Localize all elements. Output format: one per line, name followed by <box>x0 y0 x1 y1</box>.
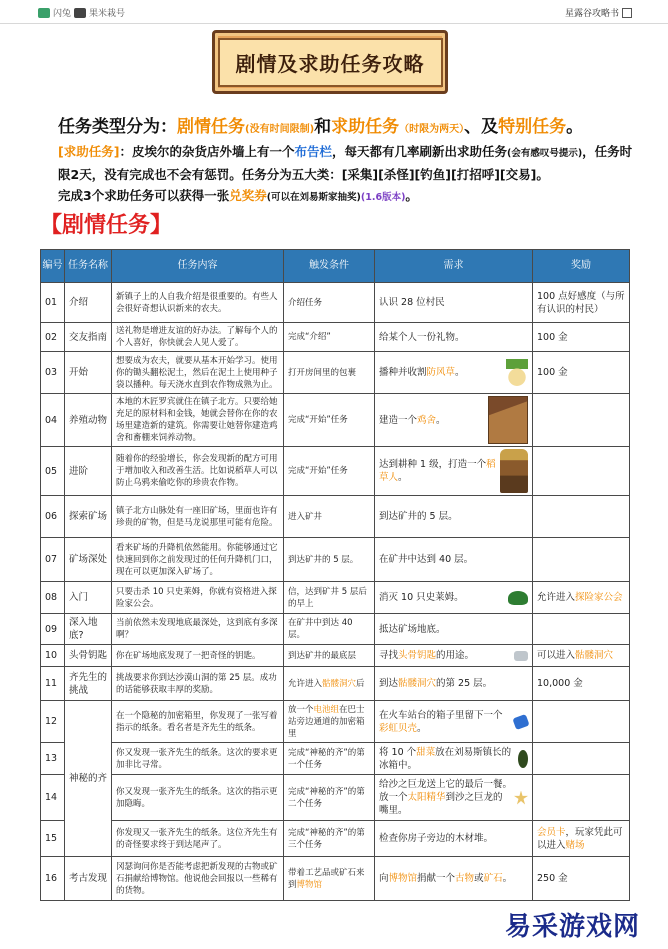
brand-logo-icon <box>38 8 50 18</box>
quest-no: 16 <box>41 857 65 901</box>
quest-trigger: 完成“神秘的齐”的第二个任务 <box>284 775 375 821</box>
quest-name: 齐先生的挑战 <box>65 667 112 701</box>
quest-trigger <box>284 701 375 743</box>
quest-content: 挑战要求你到达沙漠山洞的第 25 层。成功的话能够获取丰厚的奖励。 <box>112 667 284 701</box>
coop-building-icon <box>488 396 528 444</box>
quest-requirement <box>375 447 533 496</box>
quest-reward <box>533 743 630 775</box>
reward-highlight: 探险家公会 <box>575 592 623 603</box>
quest-trigger: 完成“神秘的齐”的第一个任务 <box>284 743 375 775</box>
table-row <box>41 582 630 614</box>
table-row <box>41 857 630 901</box>
title-banner <box>212 30 448 94</box>
trigger-end: 后 <box>356 678 365 689</box>
beet-icon <box>518 750 528 768</box>
intro-line-1 <box>58 112 583 137</box>
quest-name: 探索矿场 <box>65 496 112 538</box>
reward-text: ，玩家凭此可以进入 <box>537 826 623 851</box>
quest-reward <box>533 775 630 821</box>
quest-requirement <box>375 701 533 743</box>
quest-no: 02 <box>41 323 65 352</box>
req-text: 在火车站台的箱子里留下一个 <box>379 709 503 721</box>
trigger-text: 放一个 <box>288 704 314 715</box>
quest-trigger: 完成“神秘的齐”的第三个任务 <box>284 821 375 857</box>
quest-content: 你在矿场地底发现了一把奇怪的钥匙。 <box>112 645 284 667</box>
quest-requirement <box>375 743 533 775</box>
quest-trigger: 介绍任务 <box>284 283 375 323</box>
req-text: 寻找 <box>379 650 399 661</box>
brand-name: 闪兔 <box>53 9 72 19</box>
quest-content: 冈瑟询问你是否能考虑把新发现的古物或矿石捐献给博物馆。他说他会回报以一些稀有的货物。 <box>112 857 284 901</box>
quest-content: 本地的木匠罗宾就住在镇子北方。只要给她充足的原材料和金钱，她就会替你在你的农场里建造新的建筑。你需要让她替你建造鸡舍和畜棚来饲养动物。 <box>112 394 284 447</box>
quest-table <box>40 249 630 901</box>
quest-content: 想要成为农夫，就要从基本开始学习。使用你的锄头翻松泥土，然后在泥土上使用种子袋以播种。每天浇水直到农作物成熟为止。 <box>112 352 284 394</box>
banner-title: 剧情及求助任务攻略 <box>218 38 443 87</box>
intro-period: 。 <box>566 117 584 137</box>
req-end: 的第 25 层。 <box>436 678 493 689</box>
reward-text: 允许进入 <box>537 592 576 603</box>
quest-trigger: 打开房间里的包裹 <box>284 352 375 394</box>
quest-content: 在一个隐秘的加密箱里，你发现了一张写着指示的纸条。看名者是齐先生的纸条。 <box>112 701 284 743</box>
req-text: 到达 <box>379 678 399 689</box>
site-watermark: 易采游戏网 <box>504 912 640 942</box>
quest-no: 12 <box>41 701 65 743</box>
voucher-note: (可以在刘易斯家抽奖) <box>266 192 361 203</box>
top-bar <box>0 0 668 24</box>
table-row <box>41 538 630 582</box>
quest-no: 11 <box>41 667 65 701</box>
intro-prefix: 任务类型分为： <box>58 117 177 137</box>
quest-requirement: 抵达矿场地底。 <box>375 614 533 645</box>
quest-no: 15 <box>41 821 65 857</box>
quest-name: 入门 <box>65 582 112 614</box>
reward-highlight: 骷髅洞穴 <box>575 650 614 661</box>
quest-reward: 250 金 <box>533 857 630 901</box>
req-end: 。 <box>455 367 465 378</box>
quest-reward: 10,000 金 <box>533 667 630 701</box>
quest-content: 随着你的经验增长，你会发现新的配方可用于增加收入和改善生活。比如说稻草人可以防止乌鸦来偷吃你的珍贵农作物。 <box>112 447 284 496</box>
quest-trigger: 在矿井中到达 40 层。 <box>284 614 375 645</box>
quest-reward <box>533 614 630 645</box>
quest-no: 03 <box>41 352 65 394</box>
req-highlight: 鸡舍 <box>417 414 437 426</box>
header-name: 任务名称 <box>65 250 112 283</box>
quest-name: 深入地底? <box>65 614 112 645</box>
quest-no: 04 <box>41 394 65 447</box>
req-end: 。 <box>417 722 427 734</box>
quest-trigger: 到达矿井的最底层 <box>284 645 375 667</box>
quest-name: 养殖动物 <box>65 394 112 447</box>
table-row <box>41 323 630 352</box>
table-row <box>41 394 630 447</box>
req-highlight-2: 古物 <box>455 873 475 884</box>
trigger-highlight: 博物馆 <box>296 879 323 890</box>
quest-content: 只要击杀 10 只史莱姆，你就有资格进入探险家公会。 <box>112 582 284 614</box>
reward-highlight: 会员卡 <box>537 826 566 838</box>
quest-content: 镇子北方山脉处有一座旧矿场，里面也许有珍贵的矿物，但是马龙说那里可能有危险。 <box>112 496 284 538</box>
req-text: 给沙之巨龙送上它的最后一餐。放一个 <box>379 779 513 803</box>
quest-content: 你又发现一张齐先生的纸条。这次的指示更加隐晦。 <box>112 775 284 821</box>
req-text: 消灭 10 只史莱姆。 <box>379 592 464 603</box>
quest-trigger: 信，达到矿井 5 层后的早上 <box>284 582 375 614</box>
solar-essence-icon <box>514 791 528 805</box>
intro-p3: ，任务时限2天，没有完成也不会有惩罚。任务分为五大类：[采集][杀怪][钓鱼][打招呼][交易]。 <box>58 144 633 182</box>
quest-trigger: 完成“开始”任务 <box>284 394 375 447</box>
intro-p2: ，每天都有几率刷新出求助任务 <box>331 144 507 159</box>
quest-no: 14 <box>41 775 65 821</box>
version-note: (1.6版本) <box>360 192 406 203</box>
help-quest-label: 求助任务 <box>331 117 400 137</box>
header-no: 编号 <box>41 250 65 283</box>
help-quest-note: （时限为两天） <box>399 124 465 135</box>
quest-requirement <box>375 394 533 447</box>
header-reward: 奖励 <box>533 250 630 283</box>
quest-reward <box>533 821 630 857</box>
req-text: 将 10 个 <box>379 746 417 758</box>
quest-requirement: 到达矿井的 5 层。 <box>375 496 533 538</box>
quest-name: 开始 <box>65 352 112 394</box>
table-row <box>41 283 630 323</box>
req-highlight: 稻草人 <box>379 459 496 483</box>
quest-trigger: 进入矿井 <box>284 496 375 538</box>
quest-no: 07 <box>41 538 65 582</box>
intro-paragraph <box>58 141 638 208</box>
intro-p4: 完成3个求助任务可以获得一张 <box>58 188 230 203</box>
intro-p1: ：皮埃尔的杂货店外墙上有一个 <box>119 144 295 159</box>
quest-name: 矿场深处 <box>65 538 112 582</box>
header-requirement: 需求 <box>375 250 533 283</box>
req-end: 。 <box>398 472 408 483</box>
quest-content: 当前依然未发现地底最深处，这到底有多深啊？ <box>112 614 284 645</box>
guide-title: 星露谷攻略书 <box>564 9 619 19</box>
reward-text: 可以进入 <box>537 650 576 661</box>
req-highlight: 太阳精华 <box>407 792 446 803</box>
quest-requirement <box>375 857 533 901</box>
quest-requirement: 给某个人一份礼物。 <box>375 323 533 352</box>
table-row <box>41 701 630 743</box>
scarecrow-icon <box>500 449 528 493</box>
quest-trigger <box>284 857 375 901</box>
intro-and: 和 <box>314 117 332 137</box>
trigger-text: 允许进入 <box>288 678 323 689</box>
quest-reward <box>533 645 630 667</box>
req-highlight: 甜菜 <box>416 746 436 758</box>
help-quest-tag: [求助任务] <box>58 144 120 159</box>
quest-no: 09 <box>41 614 65 645</box>
reward-highlight-2: 赌场 <box>565 839 585 851</box>
quest-reward: 100 点好感度（与所有认识的村民） <box>533 283 630 323</box>
quest-name: 考古发现 <box>65 857 112 901</box>
quest-trigger: 完成“开始”任务 <box>284 447 375 496</box>
req-highlight: 骷髅洞穴 <box>398 678 437 689</box>
trigger-text: 带着工艺品或矿石来到 <box>288 867 365 890</box>
req-end: 放在刘易斯镇长的冰箱中。 <box>379 746 512 771</box>
skull-key-icon <box>514 651 528 661</box>
quest-trigger: 到达矿井的 5 层。 <box>284 538 375 582</box>
req-end: 到沙之巨龙的嘴里。 <box>379 792 503 816</box>
quest-requirement: 检查你房子旁边的木材堆。 <box>375 821 533 857</box>
table-row <box>41 821 630 857</box>
table-row <box>41 496 630 538</box>
quest-requirement <box>375 667 533 701</box>
req-highlight: 彩虹贝壳 <box>379 722 418 734</box>
table-row <box>41 775 630 821</box>
header-content: 任务内容 <box>112 250 284 283</box>
story-quest-label: 剧情任务 <box>177 117 245 137</box>
quest-requirement <box>375 775 533 821</box>
quest-no: 05 <box>41 447 65 496</box>
quest-content: 看来矿场的升降机依然能用。你能够通过它快速回到你之前发现过的任何升降机门口，现在可以更加深入矿场了。 <box>112 538 284 582</box>
quest-trigger: 完成“介绍” <box>284 323 375 352</box>
quest-reward <box>533 496 630 538</box>
quest-reward: 100 金 <box>533 323 630 352</box>
quest-name: 进阶 <box>65 447 112 496</box>
req-text: 向 <box>379 873 389 884</box>
bulletin-board-text: 布告栏 <box>294 144 332 159</box>
quest-content: 你又发现一张齐先生的纸条。这次的要求更加非比寻常。 <box>112 743 284 775</box>
req-text: 达到耕种 1 级，打造一个 <box>379 459 487 470</box>
req-text: 播种并收割 <box>379 367 427 378</box>
quest-requirement: 认识 28 位村民 <box>375 283 533 323</box>
intro-p2-note: (会有感叹号提示) <box>506 148 583 159</box>
table-header-row <box>41 250 630 283</box>
slime-icon <box>508 591 528 605</box>
brand-logo-icon-2 <box>74 8 86 18</box>
req-mid: 捐献一个 <box>417 873 456 884</box>
voucher-text: 兑奖券 <box>229 188 267 203</box>
req-end: 。 <box>436 414 446 426</box>
table-row <box>41 645 630 667</box>
quest-requirement <box>375 645 533 667</box>
story-quest-note: (没有时间限制) <box>245 124 315 135</box>
top-bar-brand <box>38 6 125 19</box>
quest-reward <box>533 394 630 447</box>
table-row <box>41 352 630 394</box>
quest-no: 10 <box>41 645 65 667</box>
quest-content: 新镇子上的人自我介绍是很重要的。有些人会很好奇想认识新来的农夫。 <box>112 283 284 323</box>
quest-trigger <box>284 667 375 701</box>
quest-reward <box>533 538 630 582</box>
req-highlight-3: 矿石 <box>483 873 503 884</box>
special-quest-label: 特别任务 <box>498 117 567 137</box>
quest-requirement <box>375 352 533 394</box>
quest-reward <box>533 447 630 496</box>
quest-no: 01 <box>41 283 65 323</box>
quest-reward <box>533 701 630 743</box>
req-end: 。 <box>502 873 513 884</box>
intro-and2: 、及 <box>464 117 499 137</box>
trigger-end: 在巴士站旁边通道的加密箱里 <box>288 704 365 739</box>
intro-p4-end: 。 <box>405 188 418 203</box>
table-row <box>41 667 630 701</box>
quest-name: 头骨钥匙 <box>65 645 112 667</box>
quest-name: 交友指南 <box>65 323 112 352</box>
table-row <box>41 743 630 775</box>
section-title: 【剧情任务】 <box>40 213 173 238</box>
table-row <box>41 614 630 645</box>
quest-no: 08 <box>41 582 65 614</box>
trigger-highlight: 电池组 <box>313 704 340 715</box>
req-end: 的用途。 <box>436 650 475 661</box>
req-highlight: 防风草 <box>426 367 456 378</box>
quest-content: 你发现又一张齐先生的纸条。这位齐先生有的奇怪要求终于到达尾声了。 <box>112 821 284 857</box>
quest-content: 送礼物是增进友谊的好办法。了解每个人的个人喜好，你快就会人见人爱了。 <box>112 323 284 352</box>
req-mid-2: 或 <box>474 873 484 884</box>
brand-name-2: 果米栽号 <box>89 9 126 19</box>
quest-no: 13 <box>41 743 65 775</box>
req-highlight: 头骨钥匙 <box>398 650 437 661</box>
trigger-highlight: 骷髅洞穴 <box>322 678 357 689</box>
quest-reward: 100 金 <box>533 352 630 394</box>
top-bar-title <box>565 6 632 19</box>
quest-reward <box>533 582 630 614</box>
header-trigger: 触发条件 <box>284 250 375 283</box>
quest-name: 介绍 <box>65 283 112 323</box>
battery-gem-icon <box>512 713 529 729</box>
parsnip-icon <box>506 359 528 387</box>
book-icon <box>622 8 632 18</box>
req-text: 建造一个 <box>379 414 418 426</box>
req-highlight: 博物馆 <box>388 873 418 884</box>
quest-requirement <box>375 582 533 614</box>
quest-name: 神秘的齐 <box>65 701 112 857</box>
quest-requirement: 在矿井中达到 40 层。 <box>375 538 533 582</box>
table-row <box>41 447 630 496</box>
quest-no: 06 <box>41 496 65 538</box>
